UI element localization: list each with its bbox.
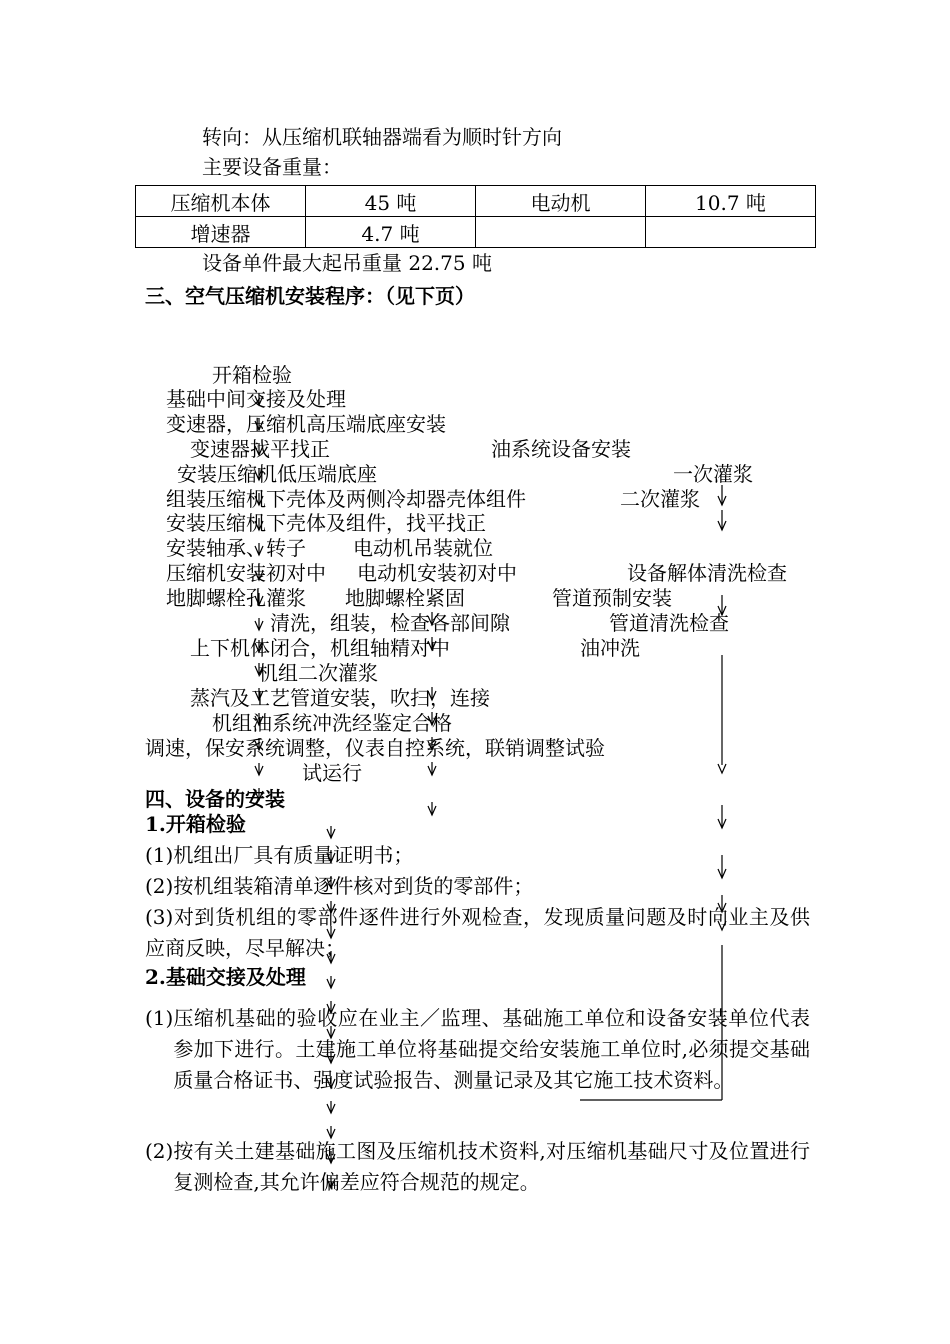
flow-step: 变速器，压缩机高压端底座安装 xyxy=(166,412,446,436)
flow-step: 安装压缩机低压端底座 xyxy=(177,462,377,486)
flow-step: 地脚螺栓紧固 xyxy=(345,586,465,610)
list-item: (1)机组出厂具有质量证明书； xyxy=(145,843,414,867)
flow-step: 机组二次灌浆 xyxy=(258,661,378,685)
flow-step: 机组油系统冲洗经鉴定合格 xyxy=(212,711,452,735)
flow-step: 开箱检验 xyxy=(212,363,292,387)
sub2-title: 2.基础交接及处理 xyxy=(145,965,306,989)
table-cell: 10.7 吨 xyxy=(646,186,816,217)
flow-step: 管道清洗检查 xyxy=(609,611,729,635)
table-cell: 4.7 吨 xyxy=(306,217,476,248)
flow-step: 蒸汽及工艺管道安装，吹扫，连接 xyxy=(190,686,490,710)
flow-step: 管道预制安装 xyxy=(552,586,672,610)
flow-arrowhead-icon xyxy=(718,921,726,930)
sub1-title: 1.开箱检验 xyxy=(145,812,246,836)
flow-step: 地脚螺栓孔灌浆 xyxy=(166,586,306,610)
table-cell: 压缩机本体 xyxy=(136,186,306,217)
flow-step: 组装压缩机下壳体及两侧冷却器壳体组件 xyxy=(166,487,526,511)
flow-step: 基础中间交接及处理 xyxy=(166,387,346,411)
flow-step: 试运行 xyxy=(302,761,362,785)
flow-step: 上下机体闭合，机组轴精对中 xyxy=(190,636,450,660)
flow-step: 油系统设备安装 xyxy=(491,437,631,461)
item-number: (2) xyxy=(145,1139,174,1163)
section4-title: 四、设备的安装 xyxy=(145,787,285,811)
rotation-line: 转向：从压缩机联轴器端看为顺时针方向 xyxy=(202,125,562,149)
list-item: (2)按机组装箱清单逐件核对到货的零部件； xyxy=(145,874,534,898)
flow-step: 清洗，组装，检查各部间隙 xyxy=(270,611,510,635)
flow-step: 设备解体清洗检查 xyxy=(627,561,787,585)
flow-step: 安装轴承、转子 xyxy=(166,536,306,560)
flow-step: 压缩机安装初对中 xyxy=(166,561,326,585)
weights-title: 主要设备重量： xyxy=(202,155,342,179)
item-text: 按有关土建基础施工图及压缩机技术资料,对压缩机基础尺寸及位置进行复测检查,其允许偏差应符合规范的规定。 xyxy=(173,1139,810,1194)
table-cell: 45 吨 xyxy=(306,186,476,217)
max-lift-line: 设备单件最大起吊重量 22.75 吨 xyxy=(202,251,492,275)
flow-step: 一次灌浆 xyxy=(673,462,753,486)
flow-step: 调速，保安系统调整，仪表自控系统，联销调整试验 xyxy=(145,736,605,760)
flow-step: 油冲洗 xyxy=(580,636,640,660)
flow-step: 安装压缩机下壳体及组件，找平找正 xyxy=(166,511,486,535)
flow-step: 电动机安装初对中 xyxy=(357,561,517,585)
table-cell: 增速器 xyxy=(136,217,306,248)
item-number: (1) xyxy=(145,1006,174,1030)
flow-step: 变速器找平找正 xyxy=(190,437,330,461)
list-item: (3)对到货机组的零部件逐件进行外观检查，发现质量问题及时向业主及供应商反映，尽早解决； xyxy=(145,905,810,960)
item-text: 压缩机基础的验收应在业主／监理、基础施工单位和设备安装单位代表参加下进行。土建施工单位将基础提交给安装施工单位时,必须提交基础质量合格证书、强度试验报告、测量记录及其它施工技术资料。 xyxy=(173,1006,810,1092)
flow-arrowhead-icon xyxy=(718,764,726,773)
flow-step: 电动机吊装就位 xyxy=(353,536,493,560)
flow-step: 二次灌浆 xyxy=(620,487,700,511)
section3-title: 三、空气压缩机安装程序：（见下页） xyxy=(145,284,475,308)
table-cell: 电动机 xyxy=(476,186,646,217)
